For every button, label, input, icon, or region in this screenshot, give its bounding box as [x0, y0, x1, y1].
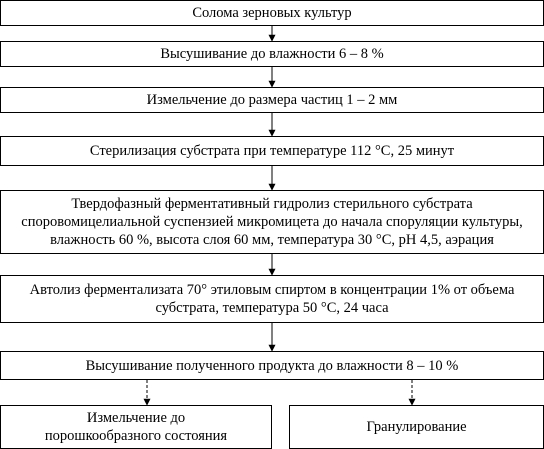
step-straw: [0, 0, 544, 26]
step-drying-6-8-label: Высушивание до влажности 6 – 8 %: [160, 46, 384, 62]
step-autolysis-label: Автолиз ферментализата 70° этиловым спиртом в концентрации 1% от объема субстрата, температура 50 °С, 24 часа: [29, 282, 515, 316]
branch-powder-grinding: [0, 405, 272, 449]
step-grinding-particles-label: Измельчение до размера частиц 1 – 2 мм: [146, 92, 398, 108]
step-sterilization: [0, 136, 544, 166]
step-straw-label: Солома зерновых культур: [192, 5, 352, 21]
step-drying-8-10-label: Высушивание полученного продукта до влажности 8 – 10 %: [85, 357, 459, 374]
step-sterilization-label: Стерилизация субстрата при температуре 112 °С, 25 минут: [89, 143, 455, 159]
step-grinding-particles: [0, 87, 544, 113]
branch-powder-grinding-label: Измельчение до порошкообразного состояния: [44, 410, 228, 444]
step-drying-8-10: [0, 351, 544, 380]
step-autolysis: [0, 275, 544, 323]
branch-granulation: [289, 405, 544, 449]
step-hydrolysis-label: Твердофазный ферментативный гидролиз стерильного субстрата споровомицелиальной суспензией микромицета до начала споруляции культуры, влажность 60 %, высота слоя 60 мм, температура 30 °С, pH 4,5, аэрация: [21, 196, 523, 248]
step-hydrolysis: [0, 190, 544, 254]
step-drying-6-8: [0, 41, 544, 67]
branch-granulation-label: Гранулирование: [366, 419, 467, 435]
